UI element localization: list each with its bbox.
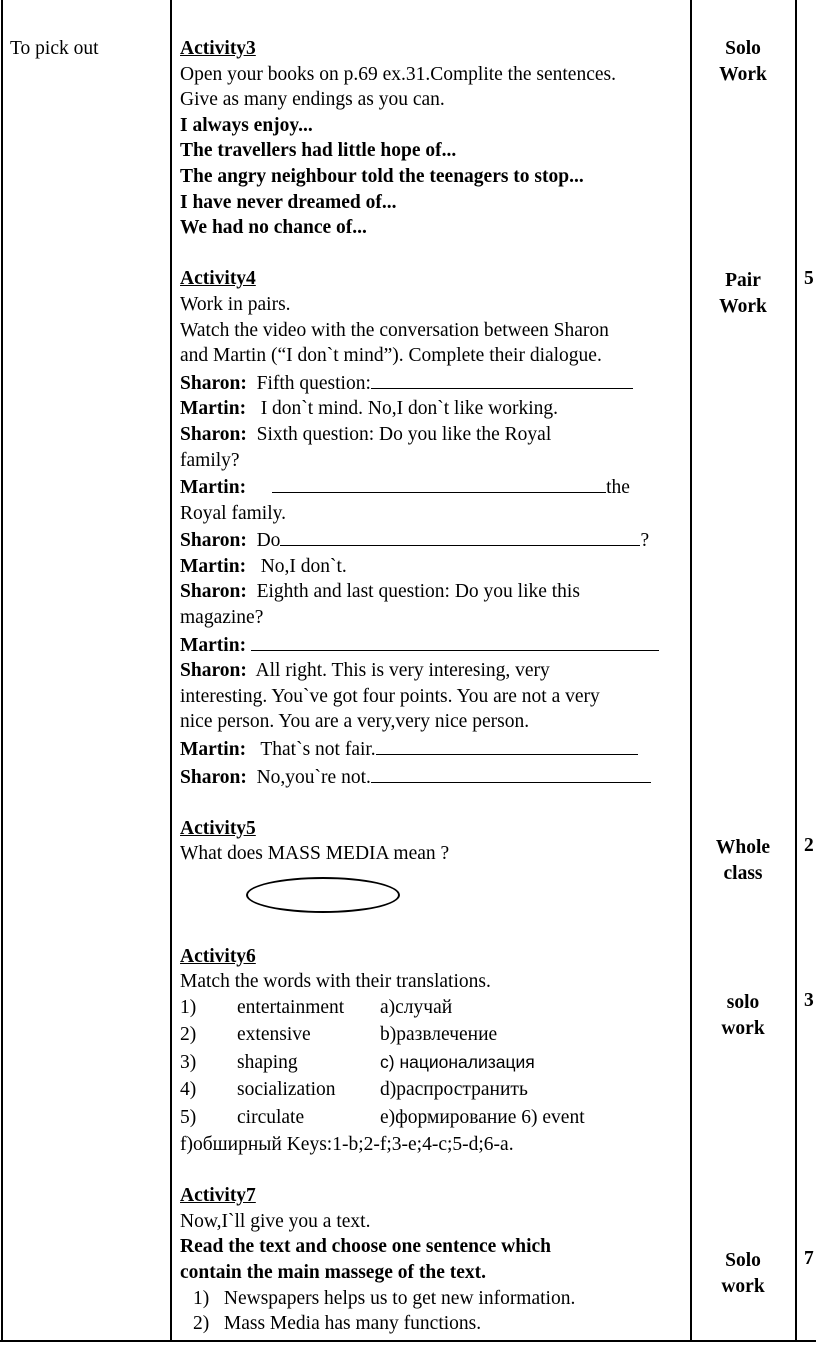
activity3-sentence: I always enjoy...	[180, 114, 313, 136]
match-item: 5) circulate e)формирование 6) event	[180, 1106, 585, 1128]
speaker-martin: Martin:	[180, 739, 247, 761]
speaker-sharon: Sharon:	[180, 530, 247, 552]
activity4-intro: Work in pairs.	[180, 293, 291, 315]
activity6-keys: f)обширный Keys:1-b;2-f;3-e;4-c;5-d;6-a.	[180, 1133, 514, 1155]
answer-blank	[371, 369, 633, 389]
match-item: 3) shaping c) национализация	[180, 1051, 535, 1073]
match-list	[180, 995, 690, 1132]
table-border-bottom	[0, 1340, 816, 1342]
answer-blank	[251, 631, 659, 651]
table-border-col2	[170, 0, 172, 1342]
activity4-title: Activity4	[180, 268, 256, 290]
match-item: 2) extensive b)развлечение	[180, 1024, 498, 1046]
dialogue-text: I don`t mind. No,I don`t like working.	[260, 398, 559, 420]
dialogue-text: family?	[180, 449, 240, 471]
speaker-martin: Martin:	[180, 477, 247, 499]
answer-blank	[376, 735, 638, 755]
activity3-line: Give as many endings as you can.	[180, 89, 445, 111]
answer-blank	[371, 763, 651, 783]
activity3-sentence: I have never dreamed of...	[180, 191, 397, 213]
dialogue-text: nice person. You are a very,very nice person.	[180, 711, 530, 733]
dialogue-text: No,I don`t.	[260, 555, 347, 577]
table-border-left	[1, 0, 3, 1342]
activity3-sentence: The angry neighbour told the teenagers to stop...	[180, 165, 584, 187]
mode-activity6: solo work	[721, 992, 765, 1039]
activity7-intro: Now,I`ll give you a text.	[180, 1210, 371, 1232]
activity5-question: What does MASS MEDIA mean ?	[180, 843, 450, 865]
dialogue-text: Sixth question: Do you like the Royal	[256, 423, 552, 445]
speaker-martin: Martin:	[180, 398, 247, 420]
time-activity7: 7	[804, 1248, 814, 1269]
speaker-sharon: Sharon:	[180, 372, 247, 394]
stage-label: To pick out	[10, 38, 99, 59]
activity4-intro: and Martin (“I don`t mind”). Complete their dialogue.	[180, 345, 602, 367]
dialogue-text: Royal family.	[180, 502, 286, 524]
dialogue-text: No,you`re not.	[256, 766, 371, 788]
dialogue-text: interesting. You`ve got four points. You are not a very	[180, 685, 600, 707]
dialogue-line	[180, 473, 690, 501]
dialogue-text: magazine?	[180, 607, 264, 629]
dialogue-line	[180, 554, 690, 580]
activity6-intro: Match the words with their translations.	[180, 971, 491, 993]
dialogue-text: Eighth and last question: Do you like this	[256, 581, 580, 603]
activity3-sentence: We had no chance of...	[180, 217, 367, 239]
mode-activity3: Solo Work	[719, 38, 767, 85]
dialogue-line	[180, 735, 690, 763]
time-activity6: 3	[804, 990, 814, 1011]
dialogue-line	[180, 658, 690, 684]
activity6-title: Activity6	[180, 945, 256, 967]
activity7-task: contain the main massege of the text.	[180, 1261, 486, 1283]
option-item: 1) Newspapers helps us to get new information.	[193, 1287, 576, 1309]
mode-activity5: Whole class	[715, 837, 771, 884]
dialogue-line	[180, 631, 690, 659]
speaker-sharon: Sharon:	[180, 660, 247, 682]
activity7-task: Read the text and choose one sentence which	[180, 1236, 552, 1258]
activity3-sentence: The travellers had little hope of...	[180, 140, 457, 162]
dialogue-text: the	[606, 477, 630, 499]
dialogue-line	[180, 763, 690, 791]
mode-activity7: Solo work	[721, 1250, 765, 1297]
dialogue-line	[180, 396, 690, 422]
activity7-title: Activity7	[180, 1185, 256, 1207]
speaker-martin: Martin:	[180, 555, 247, 577]
activity5-title: Activity5	[180, 817, 256, 839]
answer-blank	[280, 526, 640, 546]
speaker-sharon: Sharon:	[180, 423, 247, 445]
time-activity5: 2	[804, 835, 814, 856]
mode-activity4: Pair Work	[719, 270, 767, 317]
dialogue-text: Fifth question:	[256, 372, 371, 394]
activity3-title: Activity3	[180, 38, 256, 59]
option-item: 2) Mass Media has many functions.	[193, 1313, 482, 1335]
dialogue-line	[180, 422, 690, 448]
speaker-martin: Martin:	[180, 634, 247, 656]
match-item: 4) socialization d)распространить	[180, 1079, 528, 1101]
dialogue-text: All right. This is very interesing, very	[255, 660, 550, 682]
activity3-line: Open your books on p.69 ex.31.Complite the sentences.	[180, 63, 616, 85]
dialogue-text: That`s not fair.	[260, 739, 376, 761]
answer-blank	[272, 473, 606, 493]
dialogue-line	[180, 579, 690, 605]
dialogue-line	[180, 369, 690, 397]
dialogue-text: ?	[640, 530, 650, 552]
table-border-col3	[690, 0, 692, 1342]
match-item: 1) entertainment a)случай	[180, 996, 453, 1018]
activity4-intro: Watch the video with the conversation between Sharon	[180, 319, 609, 341]
answer-oval	[246, 877, 400, 913]
dialogue-text: Do	[256, 530, 281, 552]
table-border-col4	[795, 0, 797, 1342]
speaker-sharon: Sharon:	[180, 581, 247, 603]
dialogue-line	[180, 526, 690, 554]
stage-cell	[10, 36, 99, 62]
activities-cell	[180, 36, 690, 1337]
speaker-sharon: Sharon:	[180, 766, 247, 788]
time-activity4: 5	[804, 268, 814, 289]
